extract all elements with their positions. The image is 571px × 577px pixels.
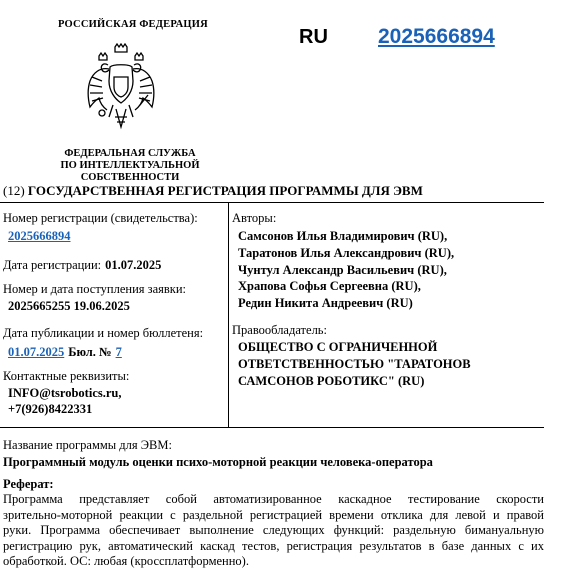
agency-line-2: ПО ИНТЕЛЛЕКТУАЛЬНОЙ СОБСТВЕННОСТИ — [60, 160, 200, 183]
author-item: Храпова Софья Сергеевна (RU), — [238, 279, 421, 293]
application-label: Номер и дата поступления заявки: — [3, 282, 187, 296]
registration-number-link[interactable]: 2025666894 — [378, 25, 495, 48]
author-item: Чунтул Александр Васильевич (RU), — [238, 263, 447, 277]
reg-number-label: Номер регистрации (свидетельства): — [3, 211, 198, 225]
bulletin-prefix: Бюл. № — [68, 345, 112, 359]
divider-bottom — [0, 427, 544, 428]
abstract-line: зрительно-моторной реакции с раздельной регистрацией времени отклика для левой и правой — [3, 507, 544, 522]
contacts-phone: +7(926)8422331 — [8, 402, 93, 416]
contacts-label: Контактные реквизиты: — [3, 369, 130, 383]
holder-line: ОБЩЕСТВО С ОГРАНИЧЕННОЙ — [238, 340, 438, 354]
holder-label: Правообладатель: — [232, 323, 327, 337]
reg-date-value: 01.07.2025 — [105, 258, 162, 272]
authors-label: Авторы: — [232, 211, 277, 225]
federation-title: РОССИЙСКАЯ ФЕДЕРАЦИЯ — [58, 19, 208, 30]
abstract-label: Реферат: — [3, 477, 54, 491]
state-emblem-icon — [86, 43, 156, 131]
column-divider — [228, 203, 229, 427]
author-item: Самсонов Илья Владимирович (RU), — [238, 229, 448, 243]
reg-date-row — [3, 256, 161, 274]
title-code: (12) — [3, 183, 25, 198]
country-code: RU — [299, 26, 328, 48]
program-name-label: Название программы для ЭВМ: — [3, 438, 172, 452]
application-value: 2025665255 19.06.2025 — [8, 299, 130, 313]
author-item: Редин Никита Андреевич (RU) — [238, 296, 413, 310]
abstract-text — [3, 492, 544, 570]
publication-label: Дата публикации и номер бюллетеня: — [3, 326, 204, 340]
holder-line: ОТВЕТСТВЕННОСТЬЮ "ТАРАТОНОВ — [238, 357, 471, 371]
agency-name — [10, 148, 250, 184]
abstract-line: регистрацию рук, автоматический каскад тестов, регистрация результатов в базе данных с их — [3, 538, 544, 553]
program-name-value: Программный модуль оценки психо-моторной реакции человека-оператора — [3, 455, 433, 469]
abstract-line: руки. Программа обеспечивает выполнение следующих функций: раздельную бимануальную — [3, 523, 544, 537]
reg-number-link[interactable]: 2025666894 — [8, 229, 71, 243]
abstract-line: обработкой. ОС: любая (кроссплатформенно). — [3, 554, 249, 568]
divider-top — [0, 202, 544, 203]
document-title — [3, 183, 423, 199]
author-item: Таратонов Илья Александрович (RU), — [238, 246, 455, 260]
agency-line-1: ФЕДЕРАЛЬНАЯ СЛУЖБА — [64, 148, 196, 159]
abstract-line: Программа представляет собой автоматизированное каскадное тестирование скорости — [3, 492, 544, 506]
title-text: ГОСУДАРСТВЕННАЯ РЕГИСТРАЦИЯ ПРОГРАММЫ ДЛЯ ЭВМ — [27, 183, 423, 198]
contacts-email: INFO@tsrobotics.ru, — [8, 386, 122, 400]
reg-date-label: Дата регистрации: — [3, 258, 102, 272]
publication-row — [8, 343, 122, 361]
holder-line: САМСОНОВ РОБОТИКС" (RU) — [238, 374, 425, 388]
publication-date-link[interactable]: 01.07.2025 — [8, 345, 65, 359]
bulletin-number-link[interactable]: 7 — [115, 345, 122, 359]
